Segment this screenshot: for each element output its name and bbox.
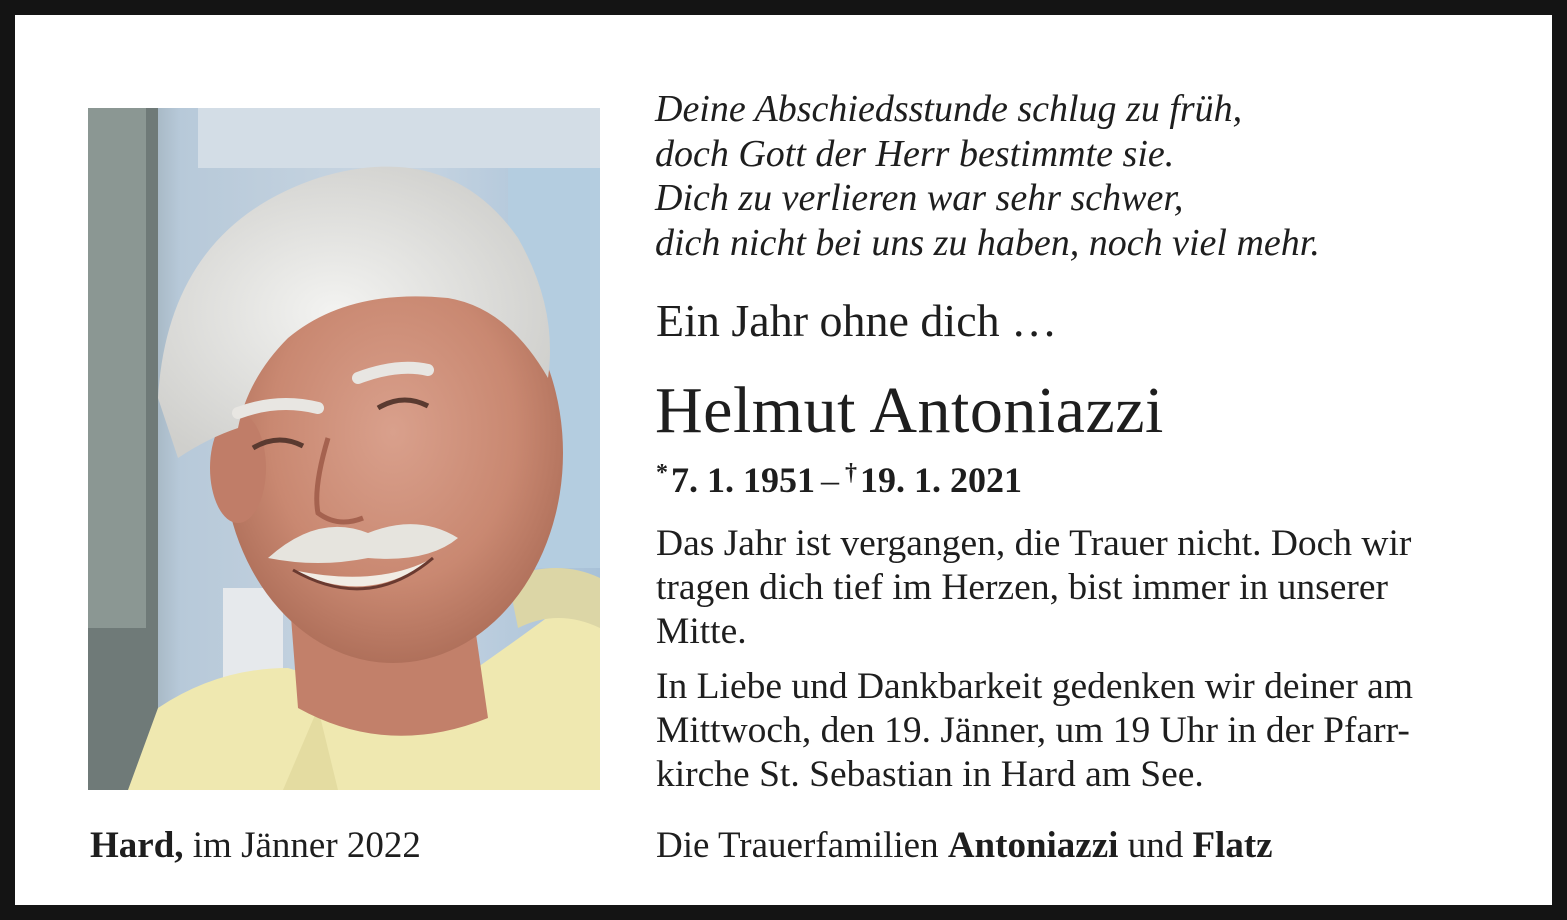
poem-line: doch Gott der Herr bestimmte sie.	[655, 132, 1175, 175]
poem-line: Deine Abschiedsstunde schlug zu früh,	[655, 88, 1243, 130]
service-announcement	[656, 665, 1516, 797]
paragraph-line: Das Jahr ist vergangen, die Trauer nicht. Doch wir	[656, 523, 1412, 564]
family-name-flatz: Flatz	[1192, 825, 1273, 866]
birth-mark: *	[656, 460, 668, 486]
portrait-photo	[88, 108, 600, 790]
paragraph-line: Mitte.	[656, 611, 747, 652]
paragraph-line: In Liebe und Dankbarkeit gedenken wir deiner am	[656, 666, 1413, 707]
birth-date: 7. 1. 1951	[671, 460, 815, 500]
memorial-subtitle: Ein Jahr ohne dich …	[656, 295, 1058, 346]
place-name: Hard,	[90, 825, 184, 866]
death-mark: †	[845, 460, 857, 486]
deceased-name: Helmut Antoniazzi	[655, 374, 1164, 447]
notice-date: im Jänner 2022	[192, 825, 421, 866]
memorial-poem	[655, 87, 1515, 265]
family-name-antoniazzi: Antoniazzi	[947, 825, 1119, 866]
paragraph-line: Mittwoch, den 19. Jänner, um 19 Uhr in der Pfarr-	[656, 710, 1410, 751]
remembrance-paragraph	[656, 522, 1516, 654]
poem-line: Dich zu verlieren war sehr schwer,	[655, 177, 1184, 219]
date-separator: –	[821, 460, 839, 500]
family-join: und	[1127, 825, 1184, 866]
family-prefix: Die Trauerfamilien	[656, 825, 939, 866]
paragraph-line: kirche St. Sebastian in Hard am See.	[656, 754, 1204, 795]
paragraph-line: tragen dich tief im Herzen, bist immer in unserer	[656, 567, 1389, 608]
death-date: 19. 1. 2021	[860, 460, 1022, 500]
place-and-date	[90, 821, 421, 871]
life-dates	[656, 451, 1022, 502]
family-signature	[656, 821, 1273, 871]
poem-line: dich nicht bei uns zu haben, noch viel mehr.	[655, 221, 1320, 264]
